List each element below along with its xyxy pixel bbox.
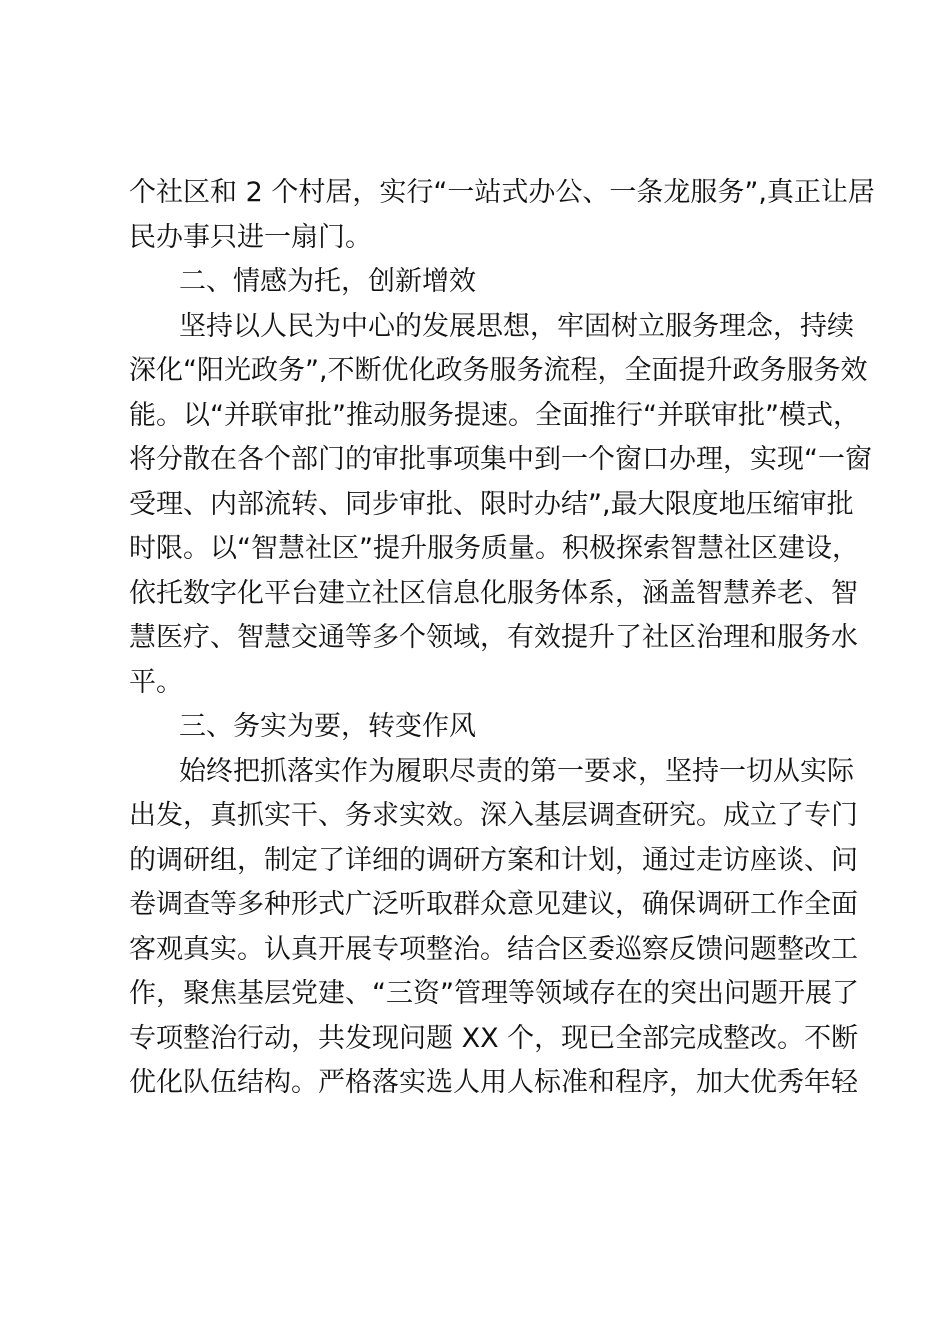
body-line: 出发，真抓实干、务求实效。深入基层调查研究。成立了专门 (129, 800, 858, 831)
document-body (129, 171, 875, 1106)
body-line: 平。 (129, 666, 183, 698)
body-line: 受理、内部流转、同步审批、限时办结”,最大限度地压缩审批 (129, 488, 854, 520)
body-line: 卷调查等多种形式广泛听取群众意见建议，确保调研工作全面 (129, 889, 858, 920)
body-line: 客观真实。认真开展专项整治。结合区委巡察反馈问题整改工 (129, 933, 858, 965)
body-line: 慧医疗、智慧交通等多个领域，有效提升了社区治理和服务水 (129, 622, 858, 653)
body-line: 专项整治行动，共发现问题 XX 个，现已全部完成整改。不断 (129, 1022, 859, 1054)
body-line: 的调研组，制定了详细的调研方案和计划，通过走访座谈、问 (129, 844, 858, 876)
body-line: 依托数字化平台建立社区信息化服务体系，涵盖智慧养老、智 (129, 577, 858, 609)
body-line: 能。以“并联审批”推动服务提速。全面推行“并联审批”模式， (129, 399, 860, 431)
body-line: 民办事只进一扇门。 (129, 221, 372, 253)
body-line: 深化“阳光政务”,不断优化政务服务流程，全面提升政务服务效 (129, 355, 868, 386)
body-line: 个社区和 2 个村居，实行“一站式办公、一条龙服务”,真正让居 (129, 177, 875, 208)
body-line: 时限。以“智慧社区”提升服务质量。积极探索智慧社区建设， (129, 533, 859, 564)
body-line: 作，聚焦基层党建、“三资”管理等领域存在的突出问题开展了 (129, 978, 859, 1009)
section-heading-2: 二、情感为托，创新增效 (179, 266, 476, 297)
body-line: 优化队伍结构。严格落实选人用人标准和程序，加大优秀年轻 (129, 1067, 858, 1098)
paragraph-start-line: 始终把抓落实作为履职尽责的第一要求，坚持一切从实际 (179, 755, 854, 787)
section-heading-3: 三、务实为要，转变作风 (179, 711, 476, 742)
body-line: 将分散在各个部门的审批事项集中到一个窗口办理，实现“一窗 (129, 444, 872, 475)
paragraph-start-line: 坚持以人民为中心的发展思想，牢固树立服务理念，持续 (179, 310, 854, 342)
